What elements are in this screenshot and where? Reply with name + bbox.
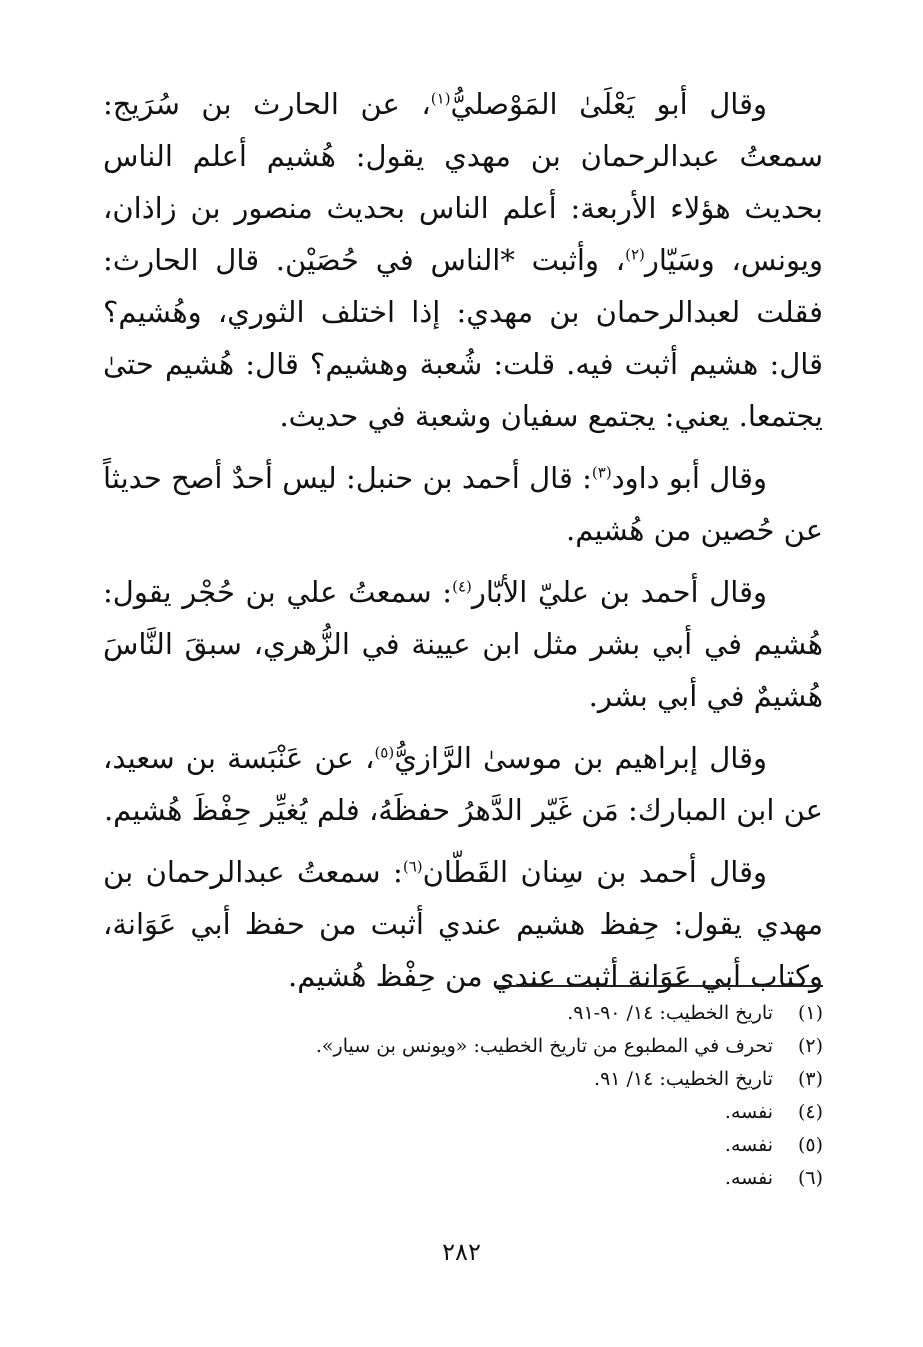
paragraph-text: وقال أبو يَعْلَىٰ المَوْصليُّ — [450, 87, 767, 121]
footnote-number: (٢) — [797, 1035, 823, 1057]
footnote-item — [103, 1167, 823, 1200]
footnote-reference: (٢) — [625, 245, 645, 264]
footnote-text: نفسه. — [724, 1101, 773, 1123]
footnote-number: (١) — [797, 1002, 823, 1024]
footnote-item — [103, 1035, 823, 1068]
footnote-text: تحرف في المطبوع من تاريخ الخطيب: «ويونس بن سيار». — [315, 1035, 773, 1057]
footnote-text: نفسه. — [724, 1167, 773, 1189]
paragraph-text: : سمعتُ علي بن حُجْر يقول: هُشيم في أبي بشر مثل ابن عيينة في الزُّهري، سبقَ النَّاسَ هُشيمٌ في أبي بشر. — [103, 575, 823, 713]
footnote-item — [103, 1002, 823, 1035]
paragraph-text: وقال إبراهيم بن موسىٰ الرَّازيُّ — [394, 741, 768, 775]
footnote-reference: (٦) — [402, 857, 423, 876]
footnote-number: (٤) — [797, 1101, 823, 1123]
paragraph-4 — [103, 732, 823, 836]
paragraph-text: وقال أحمد بن سِنان القَطّان — [422, 855, 767, 889]
paragraph-text: : سمعتُ عبدالرحمان بن مهدي يقول: حِفظ هشيم عندي أثبت من حفظ أبي عَوَانة، وكتاب أبي عَوَانة أثبت عندي من حِفْظ هُشيم. — [103, 855, 823, 993]
paragraph-text: وقال أبو داود — [611, 461, 767, 495]
footnote-number: (٣) — [797, 1068, 823, 1090]
footnotes — [103, 1002, 823, 1200]
footnote-number: (٦) — [797, 1167, 823, 1189]
footnote-text: نفسه. — [724, 1134, 773, 1156]
paragraph-1 — [103, 78, 823, 442]
paragraph-text: وقال أحمد بن عليّ الأبّار — [471, 575, 767, 609]
paragraph-3 — [103, 566, 823, 722]
footnote-reference: (٣) — [591, 463, 612, 482]
paragraph-2 — [103, 452, 823, 556]
page-number: ٢٨٢ — [442, 1238, 481, 1266]
main-text — [103, 78, 823, 1012]
footnote-item — [103, 1101, 823, 1134]
paragraph-text: : قال أحمد بن حنبل: ليس أحدٌ أصح حديثاً عن حُصين من هُشيم. — [103, 461, 823, 547]
footnote-text: تاريخ الخطيب: ١٤/ ٩١. — [594, 1068, 773, 1090]
footnote-item — [103, 1068, 823, 1101]
paragraph-text: ، عن الحارث بن سُرَيج: سمعتُ عبدالرحمان بن مهدي يقول: هُشيم أعلم الناس بحديث هؤلاء الأربعة: أعلم الناس بحديث منصور بن زاذان، ويونس، وسَيّار — [103, 87, 824, 277]
footnote-number: (٥) — [797, 1134, 823, 1156]
footnote-reference: (٥) — [374, 743, 395, 762]
paragraph-text: ، عن عَنْبَسة بن سعيد، عن ابن المبارك: مَن غَيّر الدَّهرُ حفظَهُ، فلم يُغيِّر حِفْظَ هُشيم. — [103, 741, 823, 827]
paragraph-text: ، وأثبت *الناس في حُصَيْن. قال الحارث: فقلت لعبدالرحمان بن مهدي: إذا اختلف الثوري، وهُشيم؟ قال: هشيم أثبت فيه. قلت: شُعبة وهشيم؟ قال: هُشيم حتىٰ يجتمعا. يعني: يجتمع سفيان وشعبة في حديث. — [103, 243, 823, 433]
footnote-text: تاريخ الخطيب: ١٤/ ٩٠-٩١. — [567, 1002, 773, 1024]
footnote-divider — [497, 985, 823, 987]
paragraph-5 — [103, 846, 823, 1002]
footnote-reference: (٤) — [452, 577, 472, 596]
footnote-item — [103, 1134, 823, 1167]
footnote-reference: (١) — [430, 89, 451, 108]
